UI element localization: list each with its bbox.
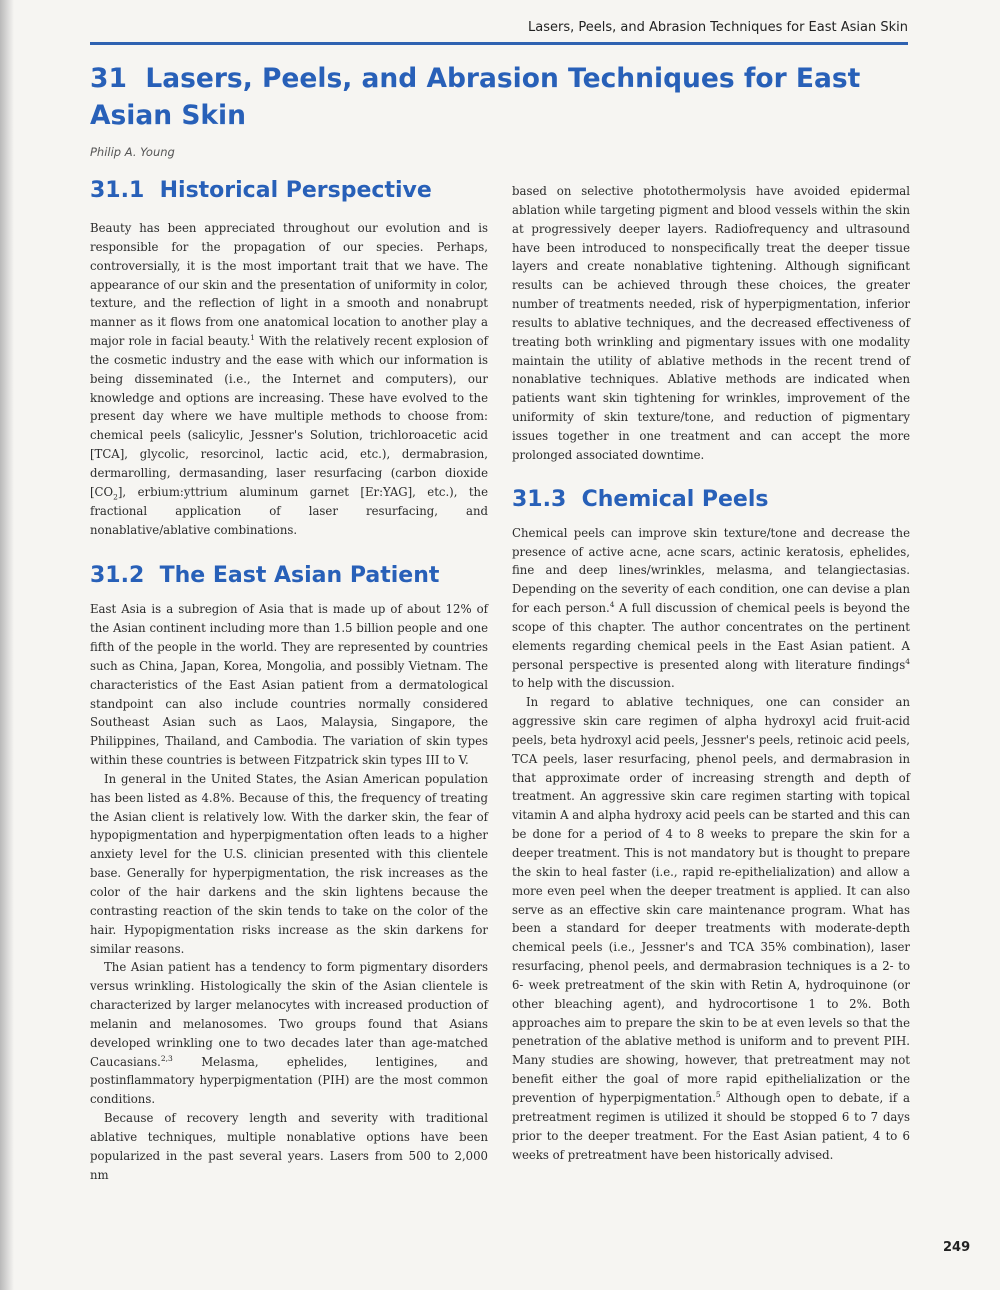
citation-superscript: 5 — [715, 1090, 721, 1100]
subscript: 2 — [113, 492, 118, 502]
paragraph: East Asia is a subregion of Asia that is made up of about 12% of the Asian continent including more than 1.5 billion people and one fifth of the people in the world. They are represented by countries such as China, Japan, Korea, Mongolia, and possibly Vietnam. The characteristics of the East Asian patient from a dermatological standpoint can also include countries normally considered Southeast Asian such as Laos, Malaysia, Singapore, the Philippines, Thailand, and Cambodia. The variation of skin types within these countries is between Fitzpatrick skin types III to V. — [90, 602, 488, 768]
section-title: The East Asian Patient — [159, 563, 440, 589]
page-binding-shadow — [0, 0, 14, 1290]
header-rule — [90, 42, 908, 45]
section-number: 31.1 — [90, 178, 145, 203]
text-run: With the relatively recent explosion of the cosmetic industry and the ease with which our information is being disseminated (i.e., the Internet and computers), our knowledge and options are increasing. These have evolved to the present day where we have multiple methods to choose from: chemical peels (salicylic, Jessner's Solution, trichloroacetic acid [TCA], glycolic, resorcinol, lactic acid, etc.), dermabrasion, dermarolling, dermasanding, laser resurfacing (carbon dioxide [CO — [90, 334, 489, 499]
text-run: Melasma, ephelides, lentigines, and postinflammatory hyperpigmentation (PIH) are the most common conditions. — [90, 1054, 488, 1107]
section-number: 31.2 — [90, 563, 145, 589]
paragraph — [512, 524, 910, 694]
paragraph-continued — [90, 1109, 488, 1184]
chapter-title-text: Lasers, Peels, and Abrasion Techniques for East Asian Skin — [90, 63, 861, 131]
paragraph — [90, 219, 488, 539]
text-run: to help with the discussion. — [512, 676, 675, 691]
paragraph — [90, 958, 488, 1109]
paragraph-continuation — [512, 182, 910, 465]
chapter-number: 31 — [90, 63, 127, 94]
section-heading-east-asian-patient — [90, 561, 488, 591]
text-run: A full discussion of chemical peels is beyond the scope of this chapter. The author concentrates on the pertinent elements regarding chemical peels in the East Asian patient. A personal perspective is presented along with literature findings — [512, 601, 910, 672]
running-head: Lasers, Peels, and Abrasion Techniques for East Asian Skin — [528, 20, 908, 35]
text-run: Chemical peels can improve skin texture/tone and decrease the presence of active acne, acne scars, actinic keratosis, ephelides, fine and deep lines/wrinkles, melasma, and telangiectasias. Depending on the severity of each condition, one can devise a plan for each person. — [512, 525, 910, 616]
text-run: ], erbium:yttrium aluminum garnet [Er:YAG], etc.), the fractional application of laser resurfacing, and nonablative/ablative combinations. — [90, 484, 488, 537]
left-column — [90, 176, 488, 1185]
citation-superscript: 4 — [609, 600, 615, 610]
page-number: 249 — [943, 1240, 971, 1255]
section-heading-chemical-peels — [512, 485, 910, 515]
citation-superscript: 1 — [250, 333, 255, 343]
paragraph — [512, 693, 910, 1164]
paragraph: In general in the United States, the Asian American population has been listed as 4.8%. Because of this, the frequency of treating the Asian client is relatively low. With the darker skin, the fear of hypopigmentation and hyperpigmentation often leads to a higher anxiety level for the U.S. clinician presented with this clientele base. Generally for hyperpigmentation, the risk increases as the color of the hair darkens and the skin lightens because the contrasting reaction of the skin tends to take on the color of the hair. Hypopigmentation risks increase as the skin darkens for similar reasons. — [90, 771, 488, 956]
text-run: based on selective photothermolysis have avoided epidermal ablation while targeting pigment and blood vessels within the skin at progressively deeper layers. Radiofrequency and ultrasound have been introduced to nonspecifically treat the deeper tissue layers and create nonablative tightening. Although significant results can be achieved through these choices, the greater number of treatments needed, risk of hyperpigmentation, inferior results to ablative techniques, and the decreased effectiveness of treating both wrinkling and pigmentary issues with one modality maintain the utility of ablative methods in the recent trend of nonablative techniques. Ablative methods are indicated when patients want skin tightening for wrinkles, improvement of the uniformity of skin texture/tone, and reduction of pigmentary issues together in one treatment and can accept the more prolonged associated downtime. — [512, 184, 910, 462]
citation-superscript: 2,3 — [160, 1053, 173, 1063]
text-run: Beauty has been appreciated throughout our evolution and is responsible for the propagation of our species. Perhaps, controversially, it is the most important trait that we have. The appearance of our skin and the presentation of uniformity in color, texture, and the reflection of light in a smooth and nonabrupt manner as it flows from one anatomical location to another play a major role in facial beauty. — [90, 221, 488, 349]
citation-superscript: 4 — [905, 656, 910, 666]
section-number: 31.3 — [512, 486, 567, 512]
text-run: The Asian patient has a tendency to form pigmentary disorders versus wrinkling. Histologically the skin of the Asian clientele is characterized by larger melanocytes with increased production of melanin and melanosomes. Two groups found that Asians developed wrinkling one to two decades later than age-matched Caucasians. — [90, 960, 488, 1069]
text-run: Because of recovery length and severity with traditional ablative techniques, multiple nonablative options have been popularized in the past several years. Lasers from 500 to 2,000 nm — [90, 1111, 488, 1182]
chapter-author: Philip A. Young — [90, 145, 175, 159]
section-title: Historical Perspective — [159, 178, 432, 203]
section-title: Chemical Peels — [581, 486, 769, 512]
right-column — [512, 182, 910, 1164]
section-heading-historical-perspective — [90, 176, 488, 206]
text-run: In regard to ablative techniques, one can consider an aggressive skin care regimen of alpha hydroxyl acid fruit-acid peels, beta hydroxyl acid peels, Jessner's peels, retinoic acid peels, TCA peels, laser resurfacing, phenol peels, and dermabrasion in that approximate order of increasing strength and depth of treatment. An aggressive skin care regimen starting with topical vitamin A and alpha hydroxy acid peels can be started and this can be done for a period of 4 to 8 weeks to prepare the skin for a deeper treatment. This is not mandatory but is thought to prepare the skin to heal faster (i.e., rapid re-epithelialization) and allow a more even peel when the deeper treatment is applied. It can also serve as an effective skin care maintenance program. What has been a standard for deeper treatments with moderate-depth chemical peels (i.e., Jessner's and TCA 35% combination), laser resurfacing, phenol peels, and dermabrasion techniques is a 2- to 6- week pretreatment of the skin with Retin A, hydroquinone (or other bleaching agent), and hydrocortisone 1 to 2%. Both approaches aim to prepare the skin to be at even levels so that the penetration of the ablative method is uniform and to prevent PIH. Many studies are showing, however, that pretreatment may not benefit either the goal of more rapid epithelialization or the prevention of hyperpigmentation. — [512, 695, 911, 1105]
chapter-title — [90, 60, 900, 134]
text-run: Although open to debate, if a pretreatment regimen is utilized it should be stopped 6 to 7 days prior to the deeper treatment. For the East Asian patient, 4 to 6 weeks of pretreatment have been historically advised. — [512, 1090, 910, 1162]
